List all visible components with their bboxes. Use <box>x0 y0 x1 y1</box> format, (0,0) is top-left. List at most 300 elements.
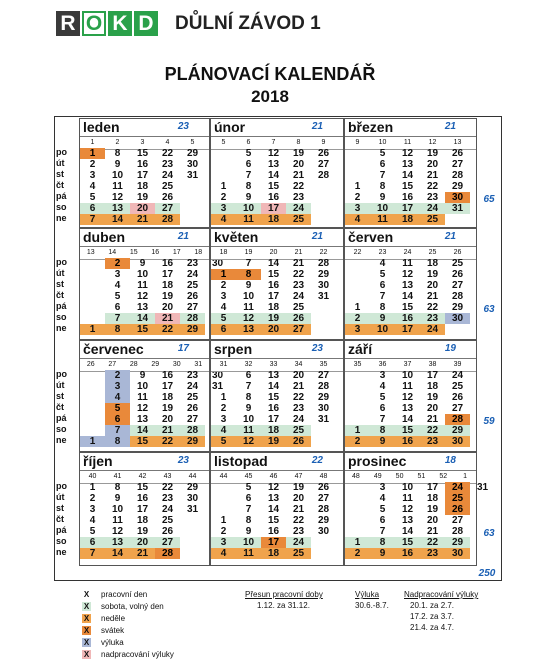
week-column <box>130 482 155 559</box>
day-cell: 19 <box>261 436 286 447</box>
day-cell <box>180 203 205 214</box>
day-cell: 24 <box>292 414 305 425</box>
day-cell: 4 <box>211 548 236 559</box>
week-number: 5 <box>190 139 195 146</box>
quarter-total: 63 <box>483 304 495 315</box>
day-cell: 12 <box>111 526 124 537</box>
week-number: 40 <box>88 473 97 480</box>
day-cell <box>80 258 105 269</box>
day-cell: 30 <box>317 403 330 414</box>
shutdown-line: 30.6.-8.7. <box>355 601 389 610</box>
day-cell <box>445 324 470 335</box>
month-header <box>211 453 343 471</box>
day-cell: 16 <box>136 493 149 504</box>
day-cell: 29 <box>317 515 330 526</box>
day-cell: 29 <box>180 324 205 335</box>
month-working-days: 18 <box>444 455 456 466</box>
month-working-days: 22 <box>311 455 323 466</box>
day-cell: 22 <box>155 324 180 335</box>
week-column <box>105 370 130 447</box>
day-cell <box>345 482 370 493</box>
day-cell: 8 <box>114 482 121 493</box>
day-cell: 25 <box>292 302 305 313</box>
day-cell: 22 <box>292 515 305 526</box>
day-cell: 4 <box>379 258 386 269</box>
day-cell: 12 <box>401 392 414 403</box>
day-cell: 2 <box>345 313 370 324</box>
day-cell: 20 <box>426 159 439 170</box>
day-cell: 17 <box>267 414 280 425</box>
day-cell: 31 <box>476 482 489 493</box>
day-cell: 19 <box>426 148 439 159</box>
week-number: 24 <box>403 249 412 256</box>
day-cell <box>345 414 370 425</box>
legend-item <box>82 636 174 648</box>
legend-swatch: X <box>83 613 90 623</box>
legend-item <box>82 648 174 660</box>
week-number: 38 <box>428 361 437 368</box>
weekday-label: st <box>56 391 65 401</box>
day-cell: 1 <box>345 425 370 436</box>
day-cell: 20 <box>292 159 305 170</box>
day-cell <box>211 482 236 493</box>
day-cell: 27 <box>317 493 330 504</box>
day-cell: 27 <box>186 414 199 425</box>
day-cell: 15 <box>267 269 280 280</box>
week-number: 20 <box>269 249 278 256</box>
month-listopad <box>210 452 344 566</box>
day-cell <box>345 526 370 537</box>
weekday-label: so <box>56 536 67 546</box>
day-cell: 27 <box>155 537 180 548</box>
day-cell: 13 <box>267 159 280 170</box>
day-cell: 8 <box>245 515 252 526</box>
transfer-note <box>245 590 323 612</box>
overtime-note <box>404 590 478 634</box>
day-cell: 24 <box>420 203 445 214</box>
legend-item <box>82 588 174 600</box>
day-cell: 25 <box>161 181 174 192</box>
day-cell: 13 <box>401 515 414 526</box>
day-cell: 26 <box>451 269 464 280</box>
day-cell: 4 <box>345 214 370 225</box>
week-number: 1 <box>463 473 467 480</box>
month-working-days: 21 <box>444 231 456 242</box>
day-cell: 7 <box>245 258 252 269</box>
day-cell: 29 <box>317 392 330 403</box>
quarter-total: 59 <box>483 416 495 427</box>
day-cell: 9 <box>370 548 395 559</box>
day-cell: 7 <box>245 170 252 181</box>
day-cell: 18 <box>136 515 149 526</box>
day-cell: 18 <box>261 214 286 225</box>
weekday-label: út <box>56 380 65 390</box>
day-cell: 13 <box>236 324 261 335</box>
day-cell: 15 <box>395 425 420 436</box>
legend-label: pracovní den <box>101 589 148 599</box>
day-cell <box>311 537 336 548</box>
day-cell: 19 <box>292 148 305 159</box>
day-cell: 23 <box>292 192 305 203</box>
month-header <box>211 229 343 247</box>
week-number: 36 <box>378 361 387 368</box>
day-cell <box>80 403 105 414</box>
month-duben <box>79 228 224 340</box>
page-title: PLÁNOVACÍ KALENDÁŘ <box>164 64 376 84</box>
day-cell <box>345 493 370 504</box>
day-cell: 29 <box>186 148 199 159</box>
day-cell: 14 <box>267 504 280 515</box>
week-number: 48 <box>319 473 328 480</box>
month-name: říjen <box>83 453 113 469</box>
logo-letter: D <box>134 11 158 36</box>
day-cell <box>211 504 236 515</box>
week-number: 34 <box>294 361 303 368</box>
day-cell: 25 <box>186 280 199 291</box>
day-cell <box>180 548 205 559</box>
day-cell: 27 <box>155 203 180 214</box>
day-cell: 24 <box>186 269 199 280</box>
week-number: 16 <box>151 249 160 256</box>
legend-swatch: X <box>83 637 90 647</box>
week-number: 1 <box>90 139 95 146</box>
day-cell: 26 <box>451 148 464 159</box>
week-column <box>420 482 445 559</box>
month-srpen <box>210 340 344 452</box>
legend-label: sobota, volný den <box>101 601 164 611</box>
day-cell <box>80 392 105 403</box>
day-cell: 29 <box>180 436 205 447</box>
day-cell: 21 <box>292 504 305 515</box>
month-únor <box>210 118 344 228</box>
day-cell: 16 <box>161 370 174 381</box>
day-cell: 7 <box>80 214 105 225</box>
day-cell: 27 <box>317 159 330 170</box>
day-cell: 12 <box>136 291 149 302</box>
day-cell <box>345 269 370 280</box>
day-cell: 24 <box>286 203 311 214</box>
weekday-label: ne <box>56 547 67 557</box>
day-cell: 12 <box>267 148 280 159</box>
quarter-total: 63 <box>483 528 495 539</box>
week-number: 13 <box>453 139 462 146</box>
day-cell: 16 <box>395 436 420 447</box>
day-cell: 14 <box>130 425 155 436</box>
day-cell: 6 <box>379 515 386 526</box>
day-cell: 7 <box>245 504 252 515</box>
day-cell <box>345 291 370 302</box>
day-cell <box>180 192 205 203</box>
week-column <box>80 258 105 335</box>
month-working-days: 21 <box>444 121 456 132</box>
day-cell: 27 <box>451 159 464 170</box>
month-name: červen <box>348 229 394 245</box>
day-cell: 20 <box>426 280 439 291</box>
day-cell <box>80 269 105 280</box>
day-cell: 18 <box>426 381 439 392</box>
day-cell: 7 <box>105 313 130 324</box>
day-cell: 28 <box>155 214 180 225</box>
day-cell: 10 <box>242 414 255 425</box>
day-cell: 13 <box>401 280 414 291</box>
day-cell <box>80 313 105 324</box>
day-cell: 16 <box>267 526 280 537</box>
day-cell: 28 <box>155 548 180 559</box>
week-number: 18 <box>219 249 228 256</box>
day-cell <box>470 493 495 504</box>
day-cell: 10 <box>401 482 414 493</box>
day-cell: 20 <box>292 370 305 381</box>
day-cell: 7 <box>379 414 386 425</box>
day-cell: 25 <box>186 392 199 403</box>
day-cell: 10 <box>111 504 124 515</box>
week-number: 9 <box>355 139 360 146</box>
rokd-logo <box>56 11 160 36</box>
day-cell: 23 <box>420 313 445 324</box>
week-number: 9 <box>321 139 326 146</box>
day-cell: 21 <box>292 170 305 181</box>
day-cell: 11 <box>370 214 395 225</box>
day-cell: 28 <box>317 258 330 269</box>
day-cell <box>345 392 370 403</box>
day-cell: 10 <box>136 381 149 392</box>
week-column <box>261 148 286 225</box>
month-name: srpen <box>214 341 253 357</box>
month-working-days: 21 <box>311 231 323 242</box>
day-cell: 9 <box>245 192 252 203</box>
day-cell: 21 <box>292 258 305 269</box>
day-cell <box>470 526 495 537</box>
day-cell: 10 <box>242 291 255 302</box>
day-cell: 26 <box>186 403 199 414</box>
week-column <box>311 482 336 559</box>
day-cell: 30 <box>445 436 470 447</box>
week-number: 49 <box>373 473 382 480</box>
month-header <box>80 229 209 247</box>
day-cell: 21 <box>426 414 439 425</box>
week-column <box>395 258 420 335</box>
week-number: 42 <box>138 473 147 480</box>
day-cell: 15 <box>267 515 280 526</box>
week-number: 23 <box>378 249 387 256</box>
day-cell: 1 <box>89 482 96 493</box>
week-number: 51 <box>417 473 426 480</box>
day-cell: 10 <box>401 370 414 381</box>
weekday-label: so <box>56 424 67 434</box>
day-cell: 17 <box>161 269 174 280</box>
month-header <box>345 229 476 247</box>
legend-label: neděle <box>101 613 126 623</box>
day-cell: 26 <box>286 313 311 324</box>
month-name: červenec <box>83 341 144 357</box>
day-cell: 28 <box>180 313 205 324</box>
day-cell: 18 <box>261 548 286 559</box>
week-column <box>211 482 236 559</box>
day-cell: 27 <box>286 324 311 335</box>
day-cell: 17 <box>136 170 149 181</box>
week-column <box>180 370 205 447</box>
day-cell <box>311 214 336 225</box>
week-number: 27 <box>108 361 117 368</box>
day-cell: 2 <box>220 526 227 537</box>
day-cell: 3 <box>211 203 236 214</box>
week-number: 19 <box>244 249 253 256</box>
day-cell: 1 <box>354 181 361 192</box>
weekday-label: ne <box>56 323 67 333</box>
week-number: 43 <box>163 473 172 480</box>
month-working-days: 19 <box>444 343 456 354</box>
day-cell: 10 <box>370 203 395 214</box>
day-cell: 12 <box>267 482 280 493</box>
day-cell: 16 <box>267 192 280 203</box>
day-cell: 1 <box>354 302 361 313</box>
week-number: 45 <box>244 473 253 480</box>
day-cell <box>311 302 336 313</box>
day-cell: 30 <box>445 548 470 559</box>
week-column <box>345 370 370 447</box>
day-cell: 6 <box>379 403 386 414</box>
week-column <box>286 482 311 559</box>
day-cell: 3 <box>89 504 96 515</box>
day-cell <box>345 381 370 392</box>
day-cell: 14 <box>401 291 414 302</box>
day-cell: 10 <box>370 324 395 335</box>
day-cell: 14 <box>267 258 280 269</box>
day-cell: 23 <box>420 548 445 559</box>
day-cell: 22 <box>420 425 445 436</box>
day-cell: 20 <box>161 302 174 313</box>
day-cell: 31 <box>445 203 470 214</box>
day-cell: 10 <box>236 203 261 214</box>
day-cell: 29 <box>445 425 470 436</box>
day-cell <box>80 381 105 392</box>
day-cell <box>345 148 370 159</box>
day-cell: 28 <box>445 414 470 425</box>
legend <box>82 588 174 660</box>
day-cell: 23 <box>292 280 305 291</box>
day-cell: 16 <box>401 192 414 203</box>
day-cell: 13 <box>401 159 414 170</box>
day-cell: 7 <box>80 548 105 559</box>
day-cell: 9 <box>114 493 121 504</box>
day-cell <box>311 181 336 192</box>
day-cell: 3 <box>220 291 227 302</box>
month-header <box>345 119 476 137</box>
day-cell: 11 <box>137 280 148 291</box>
day-cell: 15 <box>401 181 414 192</box>
day-cell: 13 <box>105 537 130 548</box>
weekday-label: út <box>56 492 65 502</box>
day-cell: 18 <box>426 258 439 269</box>
day-cell: 9 <box>245 280 252 291</box>
day-cell: 4 <box>114 280 121 291</box>
day-cell: 17 <box>136 504 149 515</box>
day-cell: 4 <box>211 425 236 436</box>
week-number: 7 <box>271 139 276 146</box>
week-column <box>236 370 261 447</box>
week-column <box>211 370 236 447</box>
day-cell <box>345 258 370 269</box>
week-number: 18 <box>194 249 203 256</box>
day-cell: 27 <box>317 370 330 381</box>
day-cell: 23 <box>292 403 305 414</box>
overtime-title: Nadpracování výluky <box>404 590 479 599</box>
quarter-total: 65 <box>483 194 495 205</box>
day-cell: 19 <box>136 192 149 203</box>
day-cell: 16 <box>267 403 280 414</box>
day-cell: 19 <box>136 526 149 537</box>
day-cell: 10 <box>111 170 124 181</box>
week-number: 4 <box>165 139 170 146</box>
week-column <box>395 148 420 225</box>
day-cell: 29 <box>186 482 199 493</box>
day-cell <box>345 159 370 170</box>
day-cell <box>311 203 336 214</box>
day-cell: 22 <box>161 482 174 493</box>
day-cell: 21 <box>292 381 305 392</box>
day-cell <box>211 370 236 381</box>
day-cell: 5 <box>245 482 252 493</box>
week-column <box>420 148 445 225</box>
day-cell: 11 <box>402 493 413 504</box>
day-cell: 30 <box>186 493 199 504</box>
day-cell <box>180 526 205 537</box>
day-cell: 25 <box>445 493 470 504</box>
week-number: 52 <box>439 473 448 480</box>
week-number: 50 <box>395 473 404 480</box>
shutdown-note <box>355 590 389 612</box>
day-cell: 2 <box>345 436 370 447</box>
day-cell: 2 <box>89 493 96 504</box>
day-cell: 22 <box>426 302 439 313</box>
day-cell: 6 <box>379 159 386 170</box>
day-cell <box>311 313 336 324</box>
week-number: 11 <box>403 139 412 146</box>
transfer-title: Přesun pracovní doby <box>245 590 323 599</box>
day-cell: 31 <box>186 504 199 515</box>
legend-label: výluka <box>101 637 124 647</box>
weekday-label: ne <box>56 213 67 223</box>
day-cell: 4 <box>211 214 236 225</box>
day-cell: 11 <box>236 214 261 225</box>
day-cell: 5 <box>245 148 252 159</box>
day-cell: 11 <box>112 181 123 192</box>
day-cell: 13 <box>401 403 414 414</box>
day-cell: 3 <box>211 537 236 548</box>
day-cell: 14 <box>105 214 130 225</box>
week-column <box>345 482 370 559</box>
day-cell: 12 <box>236 313 261 324</box>
day-cell: 31 <box>186 170 199 181</box>
day-cell: 3 <box>345 203 370 214</box>
week-number: 35 <box>319 361 328 368</box>
day-cell: 5 <box>89 526 96 537</box>
day-cell: 23 <box>161 493 174 504</box>
day-cell: 24 <box>420 324 445 335</box>
weekday-label: po <box>56 257 67 267</box>
overtime-line: 17.2. za 3.7. <box>410 612 455 621</box>
day-cell: 14 <box>267 170 280 181</box>
day-cell: 24 <box>292 291 305 302</box>
week-column <box>211 258 236 335</box>
day-cell: 28 <box>451 291 464 302</box>
week-number: 41 <box>113 473 122 480</box>
day-cell: 15 <box>395 537 420 548</box>
day-cell: 3 <box>114 269 121 280</box>
logo-letter: K <box>108 11 132 36</box>
day-cell <box>470 548 495 559</box>
week-number: 22 <box>353 249 362 256</box>
